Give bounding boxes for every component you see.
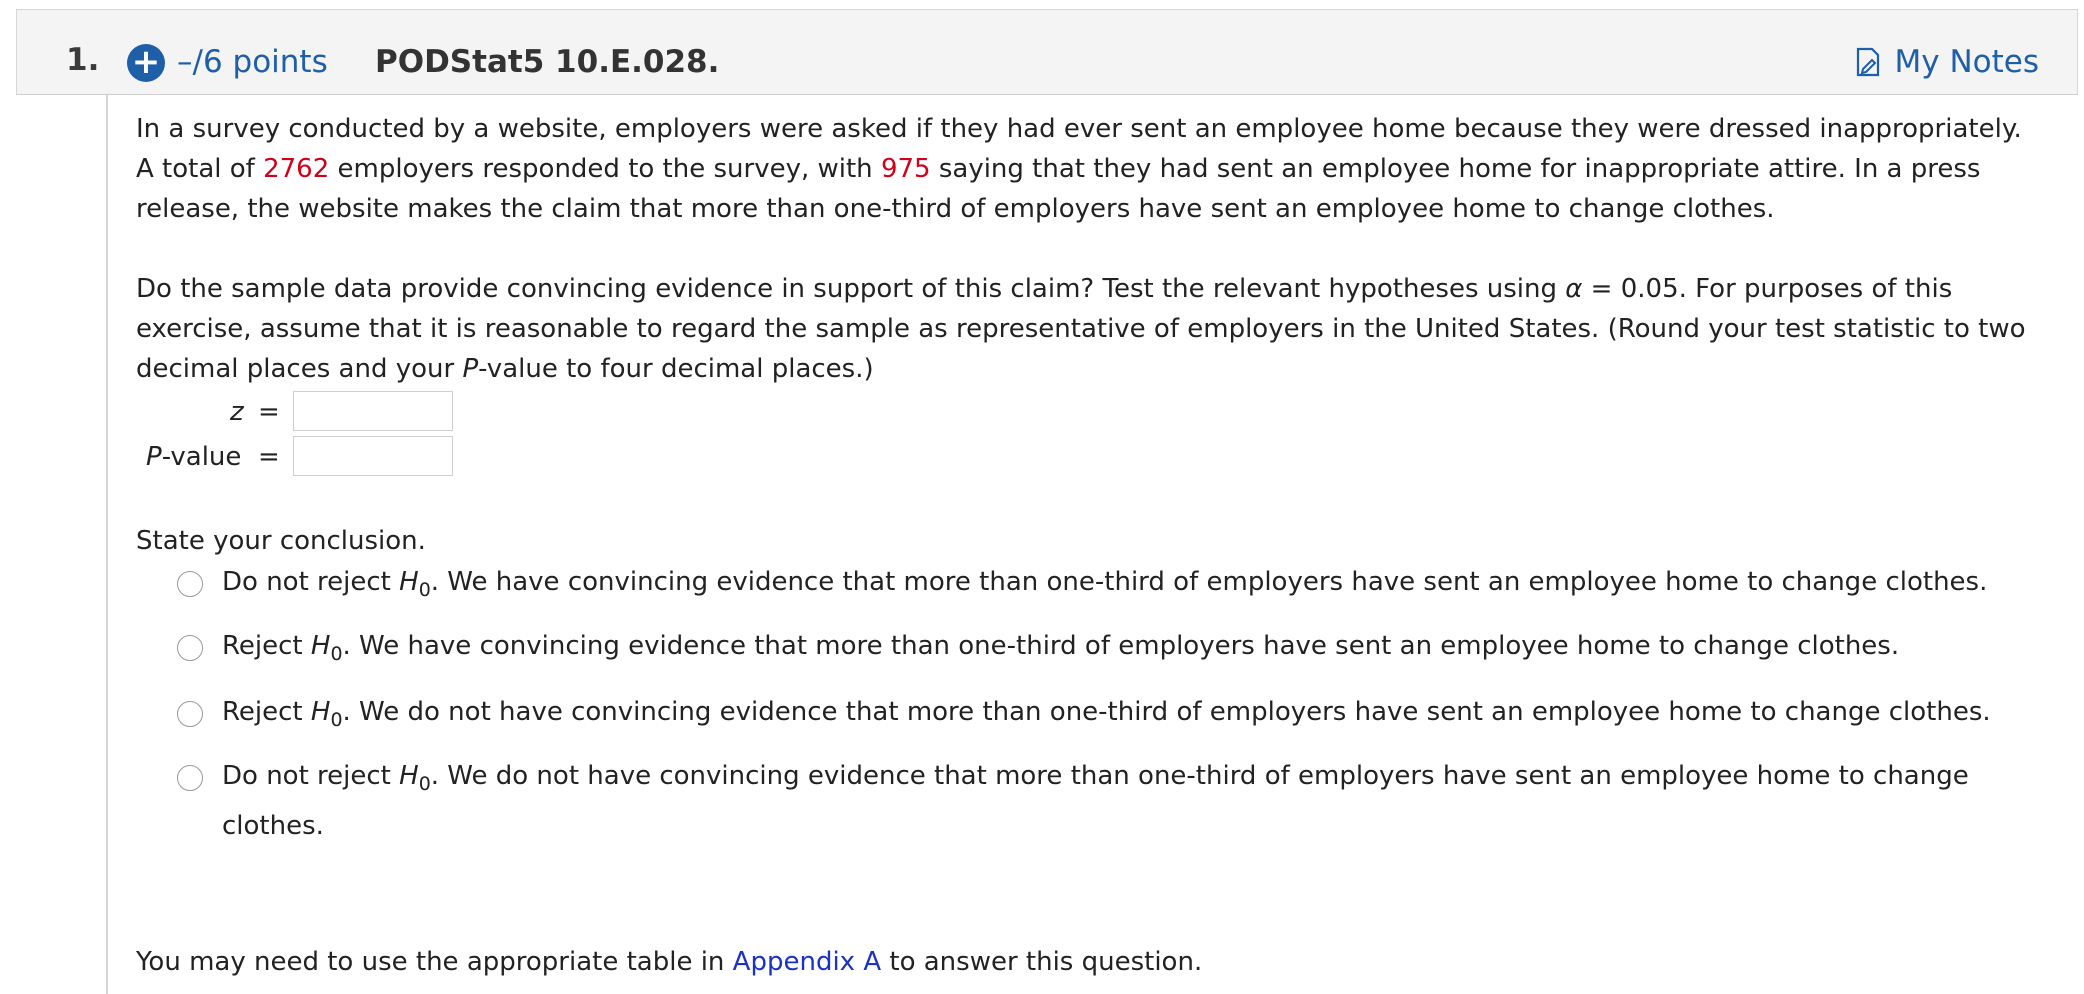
alpha-symbol: α bbox=[1565, 274, 1583, 304]
notes-icon bbox=[1855, 47, 1881, 77]
question-header bbox=[16, 9, 2078, 95]
question-id: PODStat5 10.E.028. bbox=[375, 44, 720, 80]
p-value-label: P-value bbox=[146, 442, 242, 472]
question-number: 1. bbox=[66, 42, 100, 78]
problem-intro-line-2: A total of 2762 employers responded to the survey, with 975 saying that they had sent an employee home for inappropriate attire. In a press bbox=[136, 154, 1981, 184]
problem-intro-line-1: In a survey conducted by a website, employers were asked if they had ever sent an employee home because they were dressed inappropriately. bbox=[136, 114, 2022, 144]
p-value-input[interactable] bbox=[293, 436, 453, 476]
z-input[interactable] bbox=[293, 391, 453, 431]
radio-option-1[interactable] bbox=[177, 571, 203, 597]
points-label: –/6 points bbox=[177, 44, 328, 80]
radio-option-2[interactable] bbox=[177, 635, 203, 661]
conclusion-prompt: State your conclusion. bbox=[136, 526, 426, 556]
radio-option-4[interactable] bbox=[177, 765, 203, 791]
option-3-label[interactable]: Reject $H_0$. We do not have convincing evidence that more than one-third of employers have sent an employee home to change clothes. bbox=[222, 697, 1991, 731]
question-line-1: Do the sample data provide convincing evidence in support of this claim? Test the relevant hypotheses using α = 0.05. For purposes of this bbox=[136, 274, 1953, 304]
option-1-label[interactable]: Do not reject $H_0$. We have convincing evidence that more than one-third of employers have sent an employee home to change clothes. bbox=[222, 567, 1988, 601]
option-4-label[interactable]: Do not reject $H_0$. We do not have convincing evidence that more than one-third of employers have sent an employee home to change bbox=[222, 761, 1969, 795]
total-count-value: 2762 bbox=[263, 154, 330, 184]
radio-option-3[interactable] bbox=[177, 701, 203, 727]
option-2-label[interactable]: Reject $H_0$. We have convincing evidence that more than one-third of employers have sent an employee home to change clothes. bbox=[222, 631, 1900, 665]
option-4-continuation[interactable]: clothes. bbox=[222, 811, 324, 841]
footer-note: You may need to use the appropriate table in Appendix A to answer this question. bbox=[136, 947, 1203, 977]
z-label: z bbox=[230, 397, 244, 427]
problem-intro-line-3: release, the website makes the claim that more than one-third of employers have sent an employee home to change clothes. bbox=[136, 194, 1775, 224]
yes-count-value: 975 bbox=[880, 154, 931, 184]
appendix-a-link[interactable]: Appendix A bbox=[732, 947, 882, 977]
question-line-2: exercise, assume that it is reasonable to regard the sample as representative of employers in the United States. (Round your test statistic to two bbox=[136, 314, 2026, 344]
p-value-equals: = bbox=[258, 442, 280, 472]
question-line-3: decimal places and your P-value to four decimal places.) bbox=[136, 354, 874, 384]
my-notes-link[interactable] bbox=[1855, 44, 2039, 80]
my-notes-label: My Notes bbox=[1894, 44, 2039, 80]
expand-plus-icon[interactable]: + bbox=[127, 44, 165, 82]
z-equals: = bbox=[258, 397, 280, 427]
